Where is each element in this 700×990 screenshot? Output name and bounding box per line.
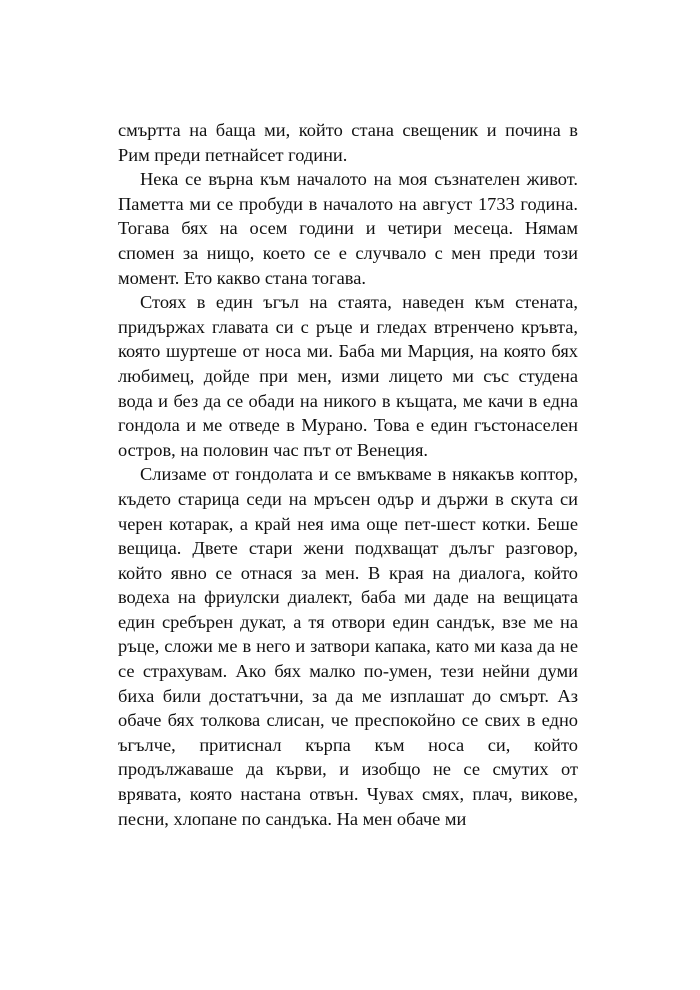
book-page	[118, 118, 578, 831]
paragraph-nosebleed: Стоях в един ъгъл на стаята, наведен към стената, придържах главата си с ръце и гледах втренчено кръвта, която шуртеше от носа ми. Баба ми Марция, на която бях любимец, дойде при мен, изми лицето ми със студена вода и без да се обади на никого в къщата, ме качи в една гондола и ме отведе в Мурано. Това е един гъстонаселен остров, на половин час път от Венеция.	[118, 292, 578, 460]
paragraph-beginning-of-memory: Нека се върна към началото на моя съзнателен живот. Паметта ми се пробуди в началото на август 1733 година. Тогава бях на осем години и четири месеца. Нямам спомен за нищо, което се е случвало с мен преди този момент. Ето какво стана тогава.	[118, 169, 578, 288]
paragraph-witch: Слизаме от гондолата и се вмъкваме в някакъв коптор, където старица седи на мръсен одър и държи в скута си черен котарак, а край нея има още пет-шест котки. Беше вещица. Двете стари жени подхващат дълъг разговор, който явно се отнася за мен. В края на диалога, който водеха на фриулски диалект, баба ми даде на вещицата един сребърен дукат, а тя отвори един сандък, взе ме на ръце, сложи ме в него и затвори капака, като ми каза да не се страхувам. Ако бях малко по-умен, тези нейни думи биха били достатъчни, за да ме изплашат до смърт. Аз обаче бях толкова слисан, че преспокойно се свих в едно ъгълче, притиснал кърпа към носа си, който продължаваше да кърви, и изобщо не се смутих от врявата, която настана отвън. Чувах смях, плач, викове, песни, хлопане по сандъка. На мен обаче ми	[118, 464, 578, 829]
paragraph-continued: смъртта на баща ми, който стана свещеник и почина в Рим преди петнайсет години.	[118, 120, 578, 165]
